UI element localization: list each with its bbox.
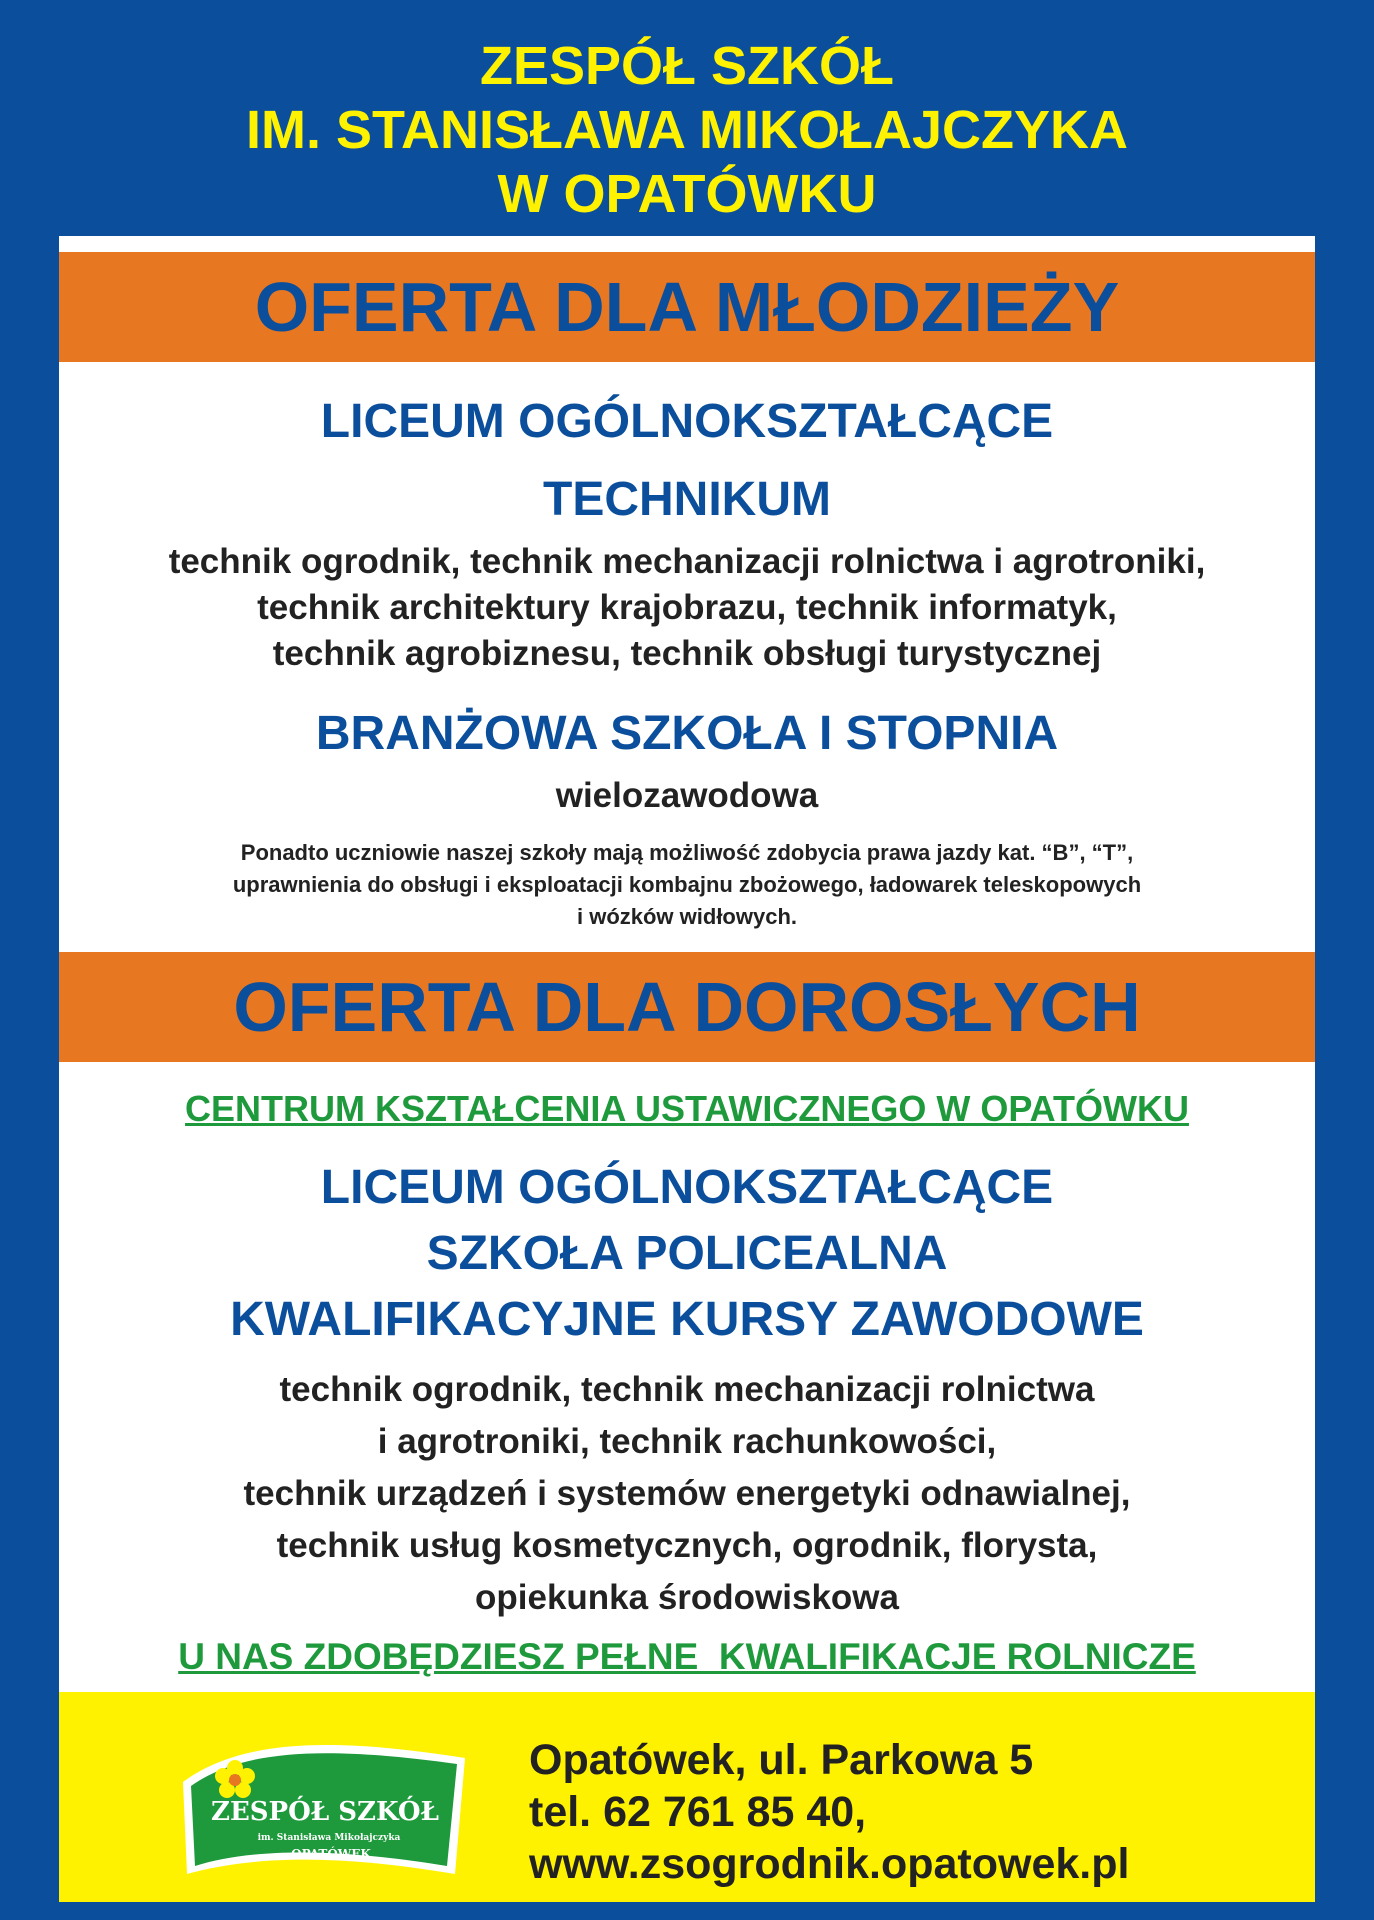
header-line-2: IM. STANISŁAWA MIKOŁAJCZYKA [246,100,1128,160]
adult-band-title: OFERTA DLA DOROSŁYCH [59,952,1315,1062]
adult-school-3: KWALIFIKACYJNE KURSY ZAWODOWE [230,1293,1144,1346]
technikum-line-1: technik ogrodnik, technik mechanizacji rolnictwa i agrotroniki, [168,542,1206,581]
phone: tel. 62 761 85 40, [529,1788,867,1836]
youth-band-title: OFERTA DLA MŁODZIEŻY [59,252,1315,362]
youth-lo-title: LICEUM OGÓLNOKSZTAŁCĄCE [320,395,1054,448]
extra-line-3: i wózków widłowych. [576,904,798,929]
profession-line-2: i agrotroniki, technik rachunkowości, [377,1422,997,1461]
technikum-title: TECHNIKUM [543,473,831,526]
slogan: U NAS ZDOBĘDZIESZ PEŁNE KWALIFIKACJE ROLNICZE [178,1636,1196,1677]
school-logo [175,1724,475,1884]
header-line-1: ZESPÓŁ SZKÓŁ [479,36,895,96]
header-line-3: W OPATÓWKU [497,164,877,224]
profession-line-3: technik urządzeń i systemów energetyki odnawialnej, [243,1474,1131,1513]
profession-line-5: opiekunka środowiskowa [475,1578,899,1617]
footer [59,1692,1315,1902]
technikum-line-2: technik architektury krajobrazu, technik informatyk, [257,588,1117,627]
center-title: CENTRUM KSZTAŁCENIA USTAWICZNEGO W OPATÓWKU [185,1088,1189,1129]
technikum-line-3: technik agrobiznesu, technik obsługi turystycznej [272,634,1102,673]
logo-place: OPATÓWEK [291,1847,371,1861]
extra-line-1: Ponadto uczniowie naszej szkoły mają możliwość zdobycia prawa jazdy kat. “B”, “T”, [240,840,1134,865]
adult-school-2: SZKOŁA POLICEALNA [426,1227,948,1280]
logo-subtitle: im. Stanisława Mikołajczyka [257,1833,401,1843]
poster-header [0,0,1374,236]
address: Opatówek, ul. Parkowa 5 [529,1736,1034,1784]
branzowa-subtitle: wielozawodowa [555,776,819,815]
profession-line-4: technik usług kosmetycznych, ogrodnik, florysta, [276,1526,1098,1565]
extra-line-2: uprawnienia do obsługi i eksploatacji kombajnu zbożowego, ładowarek teleskopowych [232,872,1142,897]
profession-line-1: technik ogrodnik, technik mechanizacji rolnictwa [279,1370,1095,1409]
branzowa-title: BRANŻOWA SZKOŁA I STOPNIA [315,707,1059,760]
logo-title: ZESPÓŁ SZKÓŁ [210,1797,440,1827]
adult-school-1: LICEUM OGÓLNOKSZTAŁCĄCE [320,1161,1054,1214]
contact-info [529,1734,1129,1890]
website-link[interactable]: www.zsogrodnik.opatowek.pl [529,1840,1130,1888]
offer-panel [59,236,1315,1692]
